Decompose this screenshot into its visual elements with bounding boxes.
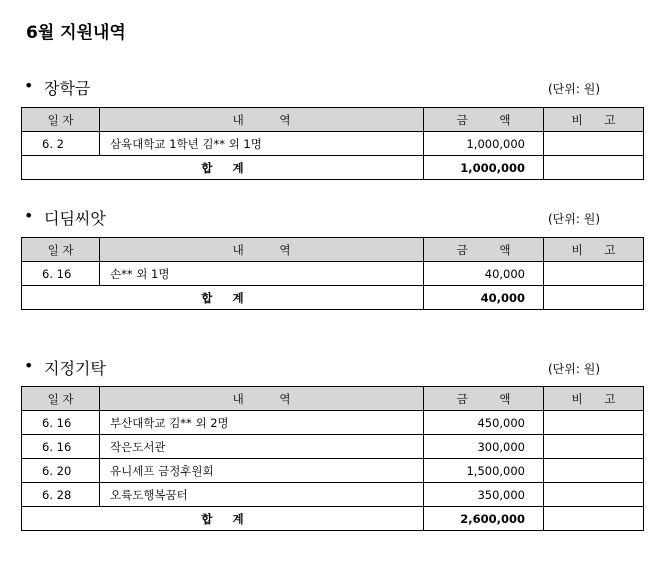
row-note: [544, 262, 644, 286]
row-note: [544, 132, 644, 156]
designated-table: [21, 386, 644, 531]
table-header-row: [22, 108, 644, 132]
header-desc: 내 역: [100, 238, 424, 262]
scholarship-table: [21, 107, 644, 180]
row-desc: 손** 외 1명: [100, 262, 424, 286]
bullet-icon: •: [24, 206, 34, 225]
total-amount: 40,000: [424, 286, 544, 310]
row-desc: 오륙도행복꿈터: [100, 483, 424, 507]
section-header-designated: [24, 356, 644, 378]
header-note: 비 고: [544, 108, 644, 132]
row-note: [544, 459, 644, 483]
table-header-row: [22, 238, 644, 262]
row-date: 6. 20: [22, 459, 100, 483]
row-note: [544, 435, 644, 459]
row-amount: 1,000,000: [424, 132, 544, 156]
total-row: [22, 507, 644, 531]
row-date: 6. 16: [22, 262, 100, 286]
header-date: 일 자: [22, 108, 100, 132]
table-row: [22, 411, 644, 435]
unit-label: (단위: 원): [548, 82, 600, 96]
row-amount: 40,000: [424, 262, 544, 286]
table-row: [22, 132, 644, 156]
row-amount: 300,000: [424, 435, 544, 459]
total-amount: 1,000,000: [424, 156, 544, 180]
table-row: [22, 483, 644, 507]
header-note: 비 고: [544, 238, 644, 262]
table-header-row: [22, 387, 644, 411]
total-row: [22, 286, 644, 310]
total-label: 합 계: [22, 286, 424, 310]
row-note: [544, 483, 644, 507]
row-amount: 450,000: [424, 411, 544, 435]
unit-label: (단위: 원): [548, 212, 600, 226]
row-desc: 부산대학교 김** 외 2명: [100, 411, 424, 435]
row-date: 6. 28: [22, 483, 100, 507]
row-desc: 유니세프 금정후원회: [100, 459, 424, 483]
row-desc: 삼육대학교 1학년 김** 외 1명: [100, 132, 424, 156]
header-amount: 금 액: [424, 238, 544, 262]
header-desc: 내 역: [100, 108, 424, 132]
table-row: [22, 435, 644, 459]
total-label: 합 계: [22, 156, 424, 180]
table-row: [22, 459, 644, 483]
row-date: 6. 16: [22, 435, 100, 459]
row-note: [544, 411, 644, 435]
row-date: 6. 2: [22, 132, 100, 156]
section-header-scholarship: [24, 76, 644, 98]
header-date: 일 자: [22, 238, 100, 262]
unit-label: (단위: 원): [548, 362, 600, 376]
row-amount: 1,500,000: [424, 459, 544, 483]
total-note: [544, 507, 644, 531]
header-note: 비 고: [544, 387, 644, 411]
bullet-icon: •: [24, 76, 34, 95]
row-amount: 350,000: [424, 483, 544, 507]
row-desc: 작은도서관: [100, 435, 424, 459]
table-row: [22, 262, 644, 286]
total-amount: 2,600,000: [424, 507, 544, 531]
header-amount: 금 액: [424, 387, 544, 411]
total-row: [22, 156, 644, 180]
page-title: 6월 지원내역: [26, 23, 126, 43]
row-date: 6. 16: [22, 411, 100, 435]
section-title: 장학금: [44, 79, 91, 98]
total-note: [544, 286, 644, 310]
total-label: 합 계: [22, 507, 424, 531]
header-desc: 내 역: [100, 387, 424, 411]
total-note: [544, 156, 644, 180]
header-date: 일 자: [22, 387, 100, 411]
bullet-icon: •: [24, 356, 34, 375]
section-title: 디딤씨앗: [44, 209, 106, 228]
section-title: 지정기탁: [44, 359, 106, 378]
section-header-didim: [24, 206, 644, 228]
header-amount: 금 액: [424, 108, 544, 132]
didim-table: [21, 237, 644, 310]
